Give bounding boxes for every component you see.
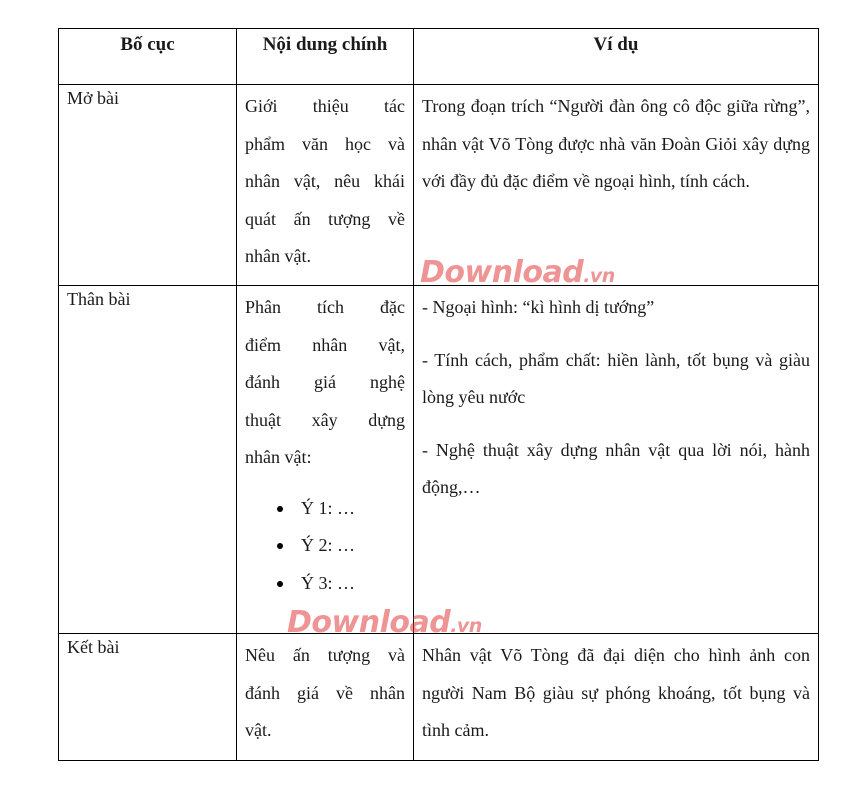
example-cell xyxy=(414,634,819,761)
bullet-item: Ý 2: … xyxy=(245,527,405,565)
content-cell xyxy=(237,634,414,761)
outline-table xyxy=(58,28,819,761)
content-line: Nêu ấn tượng và xyxy=(245,645,405,665)
section-label: Mở bài xyxy=(67,88,120,108)
content-line: Giới thiệu tác xyxy=(245,96,405,116)
header-vi-du: Ví dụ xyxy=(593,34,639,55)
bullet-item: Ý 3: … xyxy=(245,565,405,603)
content-line: nhân vật: xyxy=(245,447,312,467)
section-cell xyxy=(59,85,237,286)
example-cell xyxy=(414,85,819,286)
header-row xyxy=(59,29,819,85)
bullet-item: Ý 1: … xyxy=(245,490,405,528)
watermark-suffix: .vn xyxy=(583,265,615,287)
content-line: nhân vật. xyxy=(245,246,311,266)
watermark-brand: Download xyxy=(287,605,451,640)
example-paragraph: - Nghệ thuật xây dựng nhân vật qua lời nói, hành động,… xyxy=(422,439,810,497)
watermark-suffix: .vn xyxy=(450,615,482,637)
content-cell xyxy=(237,85,414,286)
header-bo-cuc: Bố cục xyxy=(120,34,175,55)
content-line: điểm nhân vật, xyxy=(245,334,405,355)
example-cell xyxy=(414,286,819,634)
content-cell xyxy=(237,286,414,634)
example-paragraph: - Tính cách, phẩm chất: hiền lành, tốt bụng và giàu lòng yêu nước xyxy=(422,349,810,407)
section-label: Kết bài xyxy=(67,637,120,657)
watermark-brand: Download xyxy=(420,255,584,290)
bullet-list xyxy=(245,490,405,603)
content-line: quát ấn tượng về xyxy=(245,208,405,229)
content-line: phẩm văn học và xyxy=(245,133,405,154)
header-cell xyxy=(414,29,819,85)
example-paragraph: - Ngoại hình: “kì hình dị tướng” xyxy=(422,297,655,317)
header-cell xyxy=(59,29,237,85)
content-line: đánh giá nghệ xyxy=(245,372,405,392)
table-row-mo-bai xyxy=(59,85,819,286)
header-noi-dung-chinh: Nội dung chính xyxy=(262,34,388,55)
section-label: Thân bài xyxy=(67,289,131,309)
section-cell xyxy=(59,286,237,634)
example-paragraph: Nhân vật Võ Tòng đã đại diện cho hình ảnh con người Nam Bộ giàu sự phóng khoáng, tốt bụng và tình cảm. xyxy=(422,645,810,740)
content-line: Phân tích đặc xyxy=(245,297,405,317)
content-line: nhân vật, nêu khái xyxy=(245,171,405,191)
content-line: đánh giá về nhân xyxy=(245,682,405,703)
example-paragraph: Trong đoạn trích “Người đàn ông cô độc giữa rừng”, nhân vật Võ Tòng được nhà văn Đoàn Giỏi xây dựng với đầy đủ đặc điểm về ngoại hình, tính cách. xyxy=(422,96,810,191)
content-line: vật. xyxy=(245,720,272,740)
table-row-ket-bai xyxy=(59,634,819,761)
content-line: thuật xây dựng xyxy=(245,409,405,430)
section-cell xyxy=(59,634,237,761)
header-cell xyxy=(237,29,414,85)
table-row-than-bai xyxy=(59,286,819,634)
